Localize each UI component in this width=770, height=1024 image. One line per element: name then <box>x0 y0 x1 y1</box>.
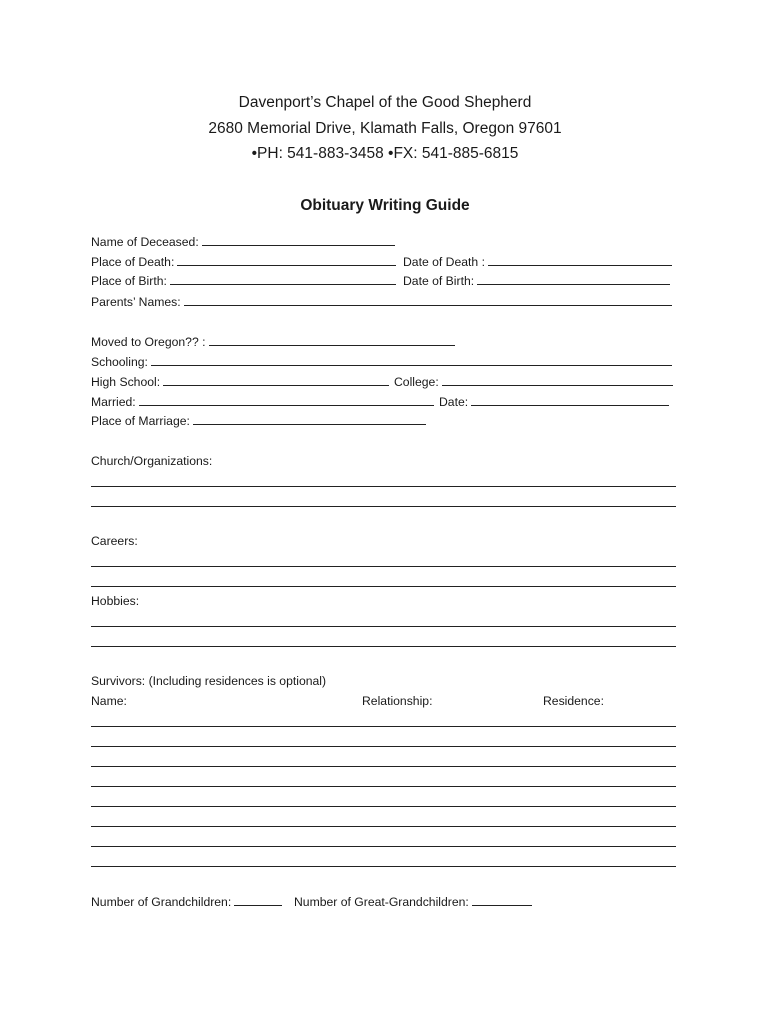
great-grandchildren-row <box>294 894 532 909</box>
survivor-line-8[interactable] <box>91 866 676 867</box>
place-of-birth-field[interactable] <box>170 273 396 285</box>
marriage-date-label: Date: <box>439 395 469 409</box>
parents-names-row <box>91 294 672 309</box>
place-of-marriage-row <box>91 413 426 428</box>
marriage-date-row <box>439 394 669 409</box>
marriage-date-field[interactable] <box>471 394 669 406</box>
hobbies-line-2[interactable] <box>91 646 676 647</box>
schooling-field[interactable] <box>151 354 672 366</box>
grandchildren-row <box>91 894 282 909</box>
survivors-label: Survivors: (Including residences is optional) <box>91 674 327 688</box>
survivor-line-7[interactable] <box>91 846 676 847</box>
college-label: College: <box>394 375 439 389</box>
married-label: Married: <box>91 395 136 409</box>
high-school-label: High School: <box>91 375 161 389</box>
name-of-deceased-row <box>91 234 395 249</box>
survivor-relationship-column: Relationship: <box>362 694 433 708</box>
place-of-marriage-label: Place of Marriage: <box>91 414 190 428</box>
date-of-death-row <box>403 254 672 269</box>
name-of-deceased-field[interactable] <box>202 234 395 246</box>
married-field[interactable] <box>139 394 434 406</box>
grandchildren-label: Number of Grandchildren: <box>91 895 232 909</box>
parents-names-field[interactable] <box>184 294 672 306</box>
parents-names-label: Parents’ Names: <box>91 295 181 309</box>
college-field[interactable] <box>442 374 673 386</box>
date-of-birth-row <box>403 273 670 288</box>
place-of-death-label: Place of Death: <box>91 255 175 269</box>
church-line-1[interactable] <box>91 486 676 487</box>
church-line-2[interactable] <box>91 506 676 507</box>
chapel-name: Davenport’s Chapel of the Good Shepherd <box>238 94 532 111</box>
high-school-field[interactable] <box>163 374 389 386</box>
chapel-contact: •PH: 541-883-3458 •FX: 541-885-6815 <box>251 145 519 162</box>
hobbies-label: Hobbies: <box>91 594 140 608</box>
moved-to-oregon-row <box>91 334 455 349</box>
place-of-death-row <box>91 254 396 269</box>
date-of-birth-field[interactable] <box>477 273 670 285</box>
church-organizations-label: Church/Organizations: <box>91 454 213 468</box>
date-of-birth-label: Date of Birth: <box>403 274 475 288</box>
place-of-birth-row <box>91 273 396 288</box>
married-row <box>91 394 434 409</box>
great-grandchildren-label: Number of Great-Grandchildren: <box>294 895 469 909</box>
survivor-line-6[interactable] <box>91 826 676 827</box>
careers-line-1[interactable] <box>91 566 676 567</box>
schooling-label: Schooling: <box>91 355 148 369</box>
survivor-line-1[interactable] <box>91 726 676 727</box>
place-of-birth-label: Place of Birth: <box>91 274 167 288</box>
schooling-row <box>91 354 672 369</box>
place-of-marriage-field[interactable] <box>193 413 426 425</box>
grandchildren-field[interactable] <box>234 894 282 906</box>
moved-to-oregon-label: Moved to Oregon?? : <box>91 335 206 349</box>
hobbies-line-1[interactable] <box>91 626 676 627</box>
date-of-death-field[interactable] <box>488 254 672 266</box>
survivor-line-4[interactable] <box>91 786 676 787</box>
survivor-line-5[interactable] <box>91 806 676 807</box>
survivor-residence-column: Residence: <box>543 694 604 708</box>
survivor-name-column: Name: <box>91 694 127 708</box>
survivor-line-3[interactable] <box>91 766 676 767</box>
careers-line-2[interactable] <box>91 586 676 587</box>
chapel-address: 2680 Memorial Drive, Klamath Falls, Oregon 97601 <box>208 120 562 137</box>
name-of-deceased-label: Name of Deceased: <box>91 235 199 249</box>
high-school-row <box>91 374 389 389</box>
great-grandchildren-field[interactable] <box>472 894 532 906</box>
careers-label: Careers: <box>91 534 138 548</box>
form-title: Obituary Writing Guide <box>300 197 470 214</box>
moved-to-oregon-field[interactable] <box>209 334 455 346</box>
survivor-line-2[interactable] <box>91 746 676 747</box>
place-of-death-field[interactable] <box>177 254 396 266</box>
college-row <box>394 374 673 389</box>
date-of-death-label: Date of Death : <box>403 255 485 269</box>
